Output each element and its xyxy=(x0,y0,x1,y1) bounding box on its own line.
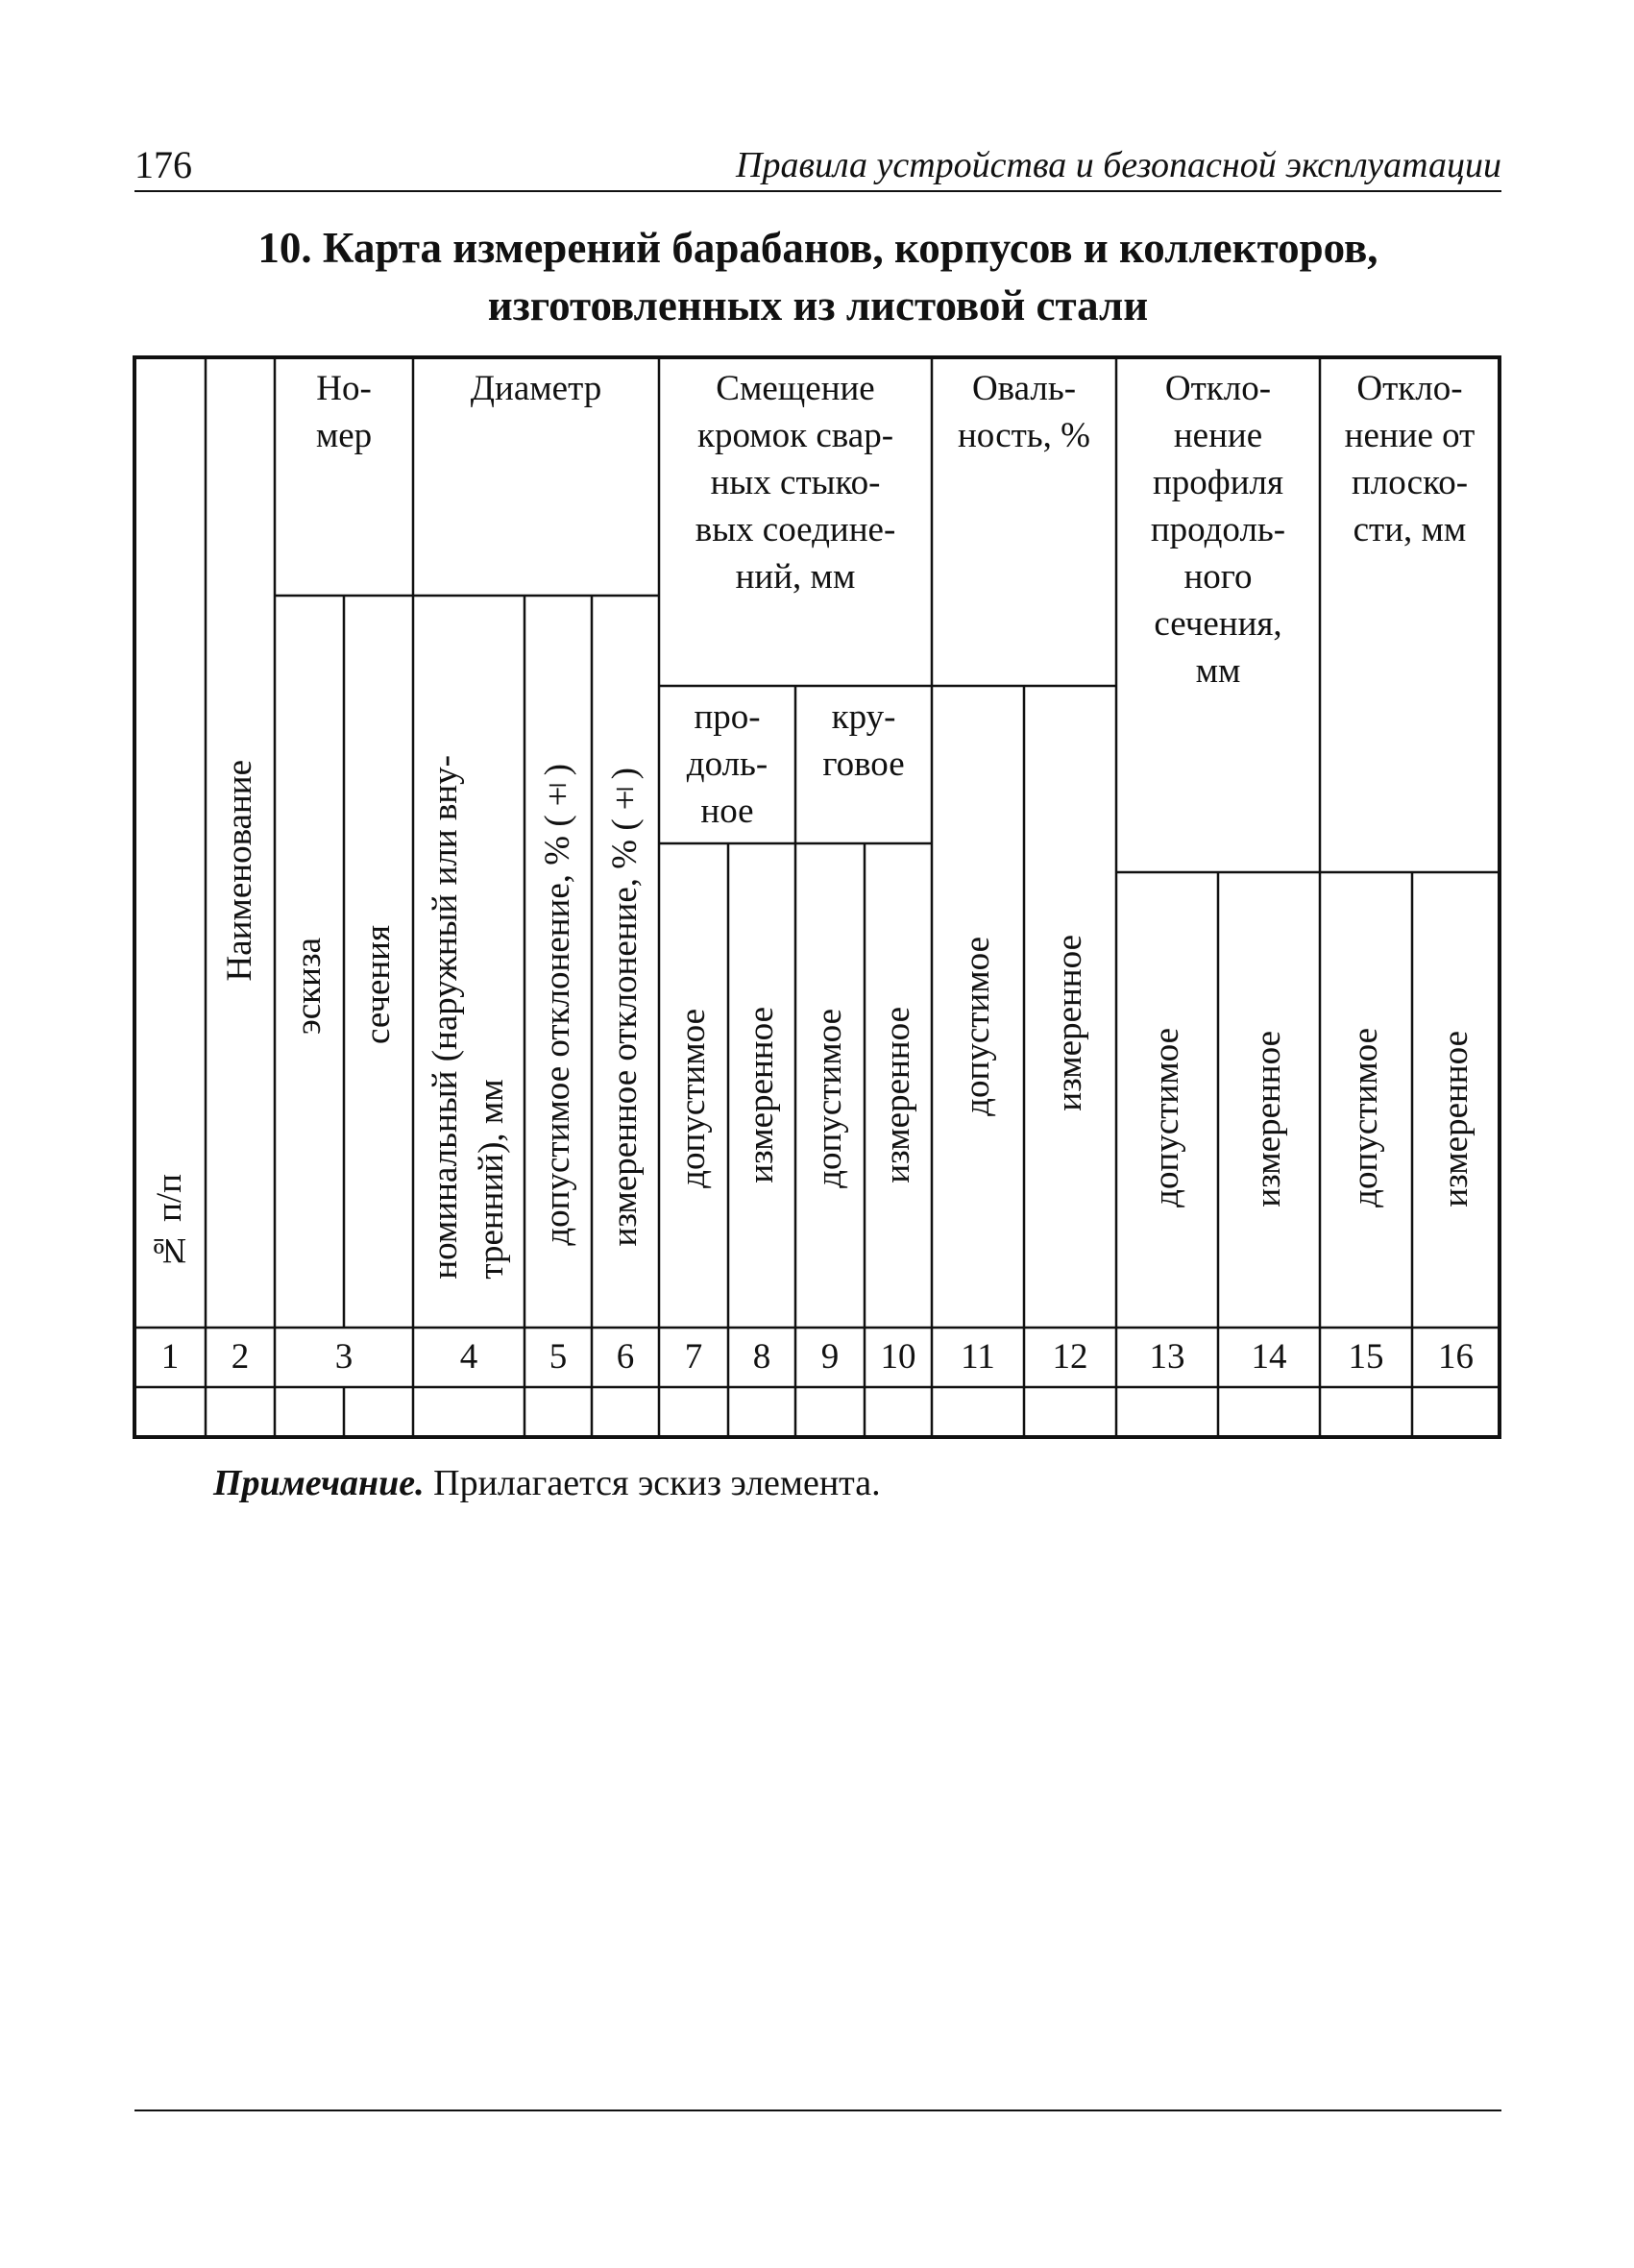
header-flatness: Откло- нение от плоско- сти, мм xyxy=(1344,369,1475,549)
header-ovality-allowed: допустимое xyxy=(958,937,997,1116)
header-offset-circular: кру- говое xyxy=(822,697,905,784)
running-title: Правила устройства и безопасной эксплуатации xyxy=(736,145,1501,185)
page-title xyxy=(134,219,1501,334)
header-ovality: Оваль- ность, % xyxy=(957,369,1090,455)
column-number-7: 7 xyxy=(684,1337,703,1377)
table-note xyxy=(213,1462,881,1504)
header-offset-long-allowed: допустимое xyxy=(673,1009,713,1188)
column-number-2: 2 xyxy=(231,1337,250,1377)
header-offset-longitudinal: про- доль- ное xyxy=(686,697,768,831)
footer-rule xyxy=(134,2109,1501,2111)
header-num: № п/п xyxy=(150,1173,189,1270)
header-profile-measured: измеренное xyxy=(1249,1031,1288,1207)
header-rule xyxy=(134,190,1501,192)
page-number: 176 xyxy=(134,143,192,186)
header-offset: Смещение кромок свар- ных стыко- вых соедине- ний, мм xyxy=(695,369,896,597)
header-section: сечения xyxy=(358,924,398,1044)
header-diameter: Диаметр xyxy=(470,369,602,408)
header-offset-circ-allowed: допустимое xyxy=(810,1009,849,1188)
column-number-11: 11 xyxy=(961,1337,995,1377)
column-number-13: 13 xyxy=(1149,1337,1185,1377)
header-profile: Откло- нение профиля продоль- ного сечения, мм xyxy=(1150,369,1286,691)
header-profile-allowed: допустимое xyxy=(1147,1028,1186,1207)
column-number-1: 1 xyxy=(160,1337,180,1377)
column-number-4: 4 xyxy=(459,1337,478,1377)
header-flatness-allowed: допустимое xyxy=(1346,1028,1385,1207)
header-diameter-nominal: номинальный (наружный или вну- тренний), мм xyxy=(426,755,511,1280)
header-offset-circ-measured: измеренное xyxy=(878,1007,917,1183)
header-number: Но- мер xyxy=(315,369,373,455)
column-number-10: 10 xyxy=(880,1337,916,1377)
note-label: Примечание. xyxy=(213,1463,425,1503)
header-sketch: эскиза xyxy=(289,937,329,1035)
title-line-2: изготовленных из листовой стали xyxy=(487,281,1149,329)
column-number-8: 8 xyxy=(752,1337,771,1377)
column-number-15: 15 xyxy=(1348,1337,1384,1377)
column-number-16: 16 xyxy=(1438,1337,1474,1377)
title-line-1: 10. Карта измерений барабанов, корпусов и коллекторов, xyxy=(257,224,1378,272)
note-text: Прилагается эскиз элемента. xyxy=(424,1463,881,1503)
column-number-12: 12 xyxy=(1052,1337,1088,1377)
column-number-6: 6 xyxy=(616,1337,635,1377)
header-flatness-measured: измеренное xyxy=(1435,1031,1475,1207)
header-diameter-allowed: допустимое отклонение, % (±) xyxy=(538,764,577,1246)
header-offset-long-measured: измеренное xyxy=(742,1007,781,1183)
header-ovality-measured: измеренное xyxy=(1050,935,1089,1111)
column-number-14: 14 xyxy=(1251,1337,1287,1377)
header-diameter-measured: измеренное отклонение, % (±) xyxy=(605,767,645,1246)
header-name: Наименование xyxy=(220,760,259,982)
column-number-5: 5 xyxy=(549,1337,568,1377)
column-number-9: 9 xyxy=(820,1337,840,1377)
column-number-3: 3 xyxy=(334,1337,354,1377)
